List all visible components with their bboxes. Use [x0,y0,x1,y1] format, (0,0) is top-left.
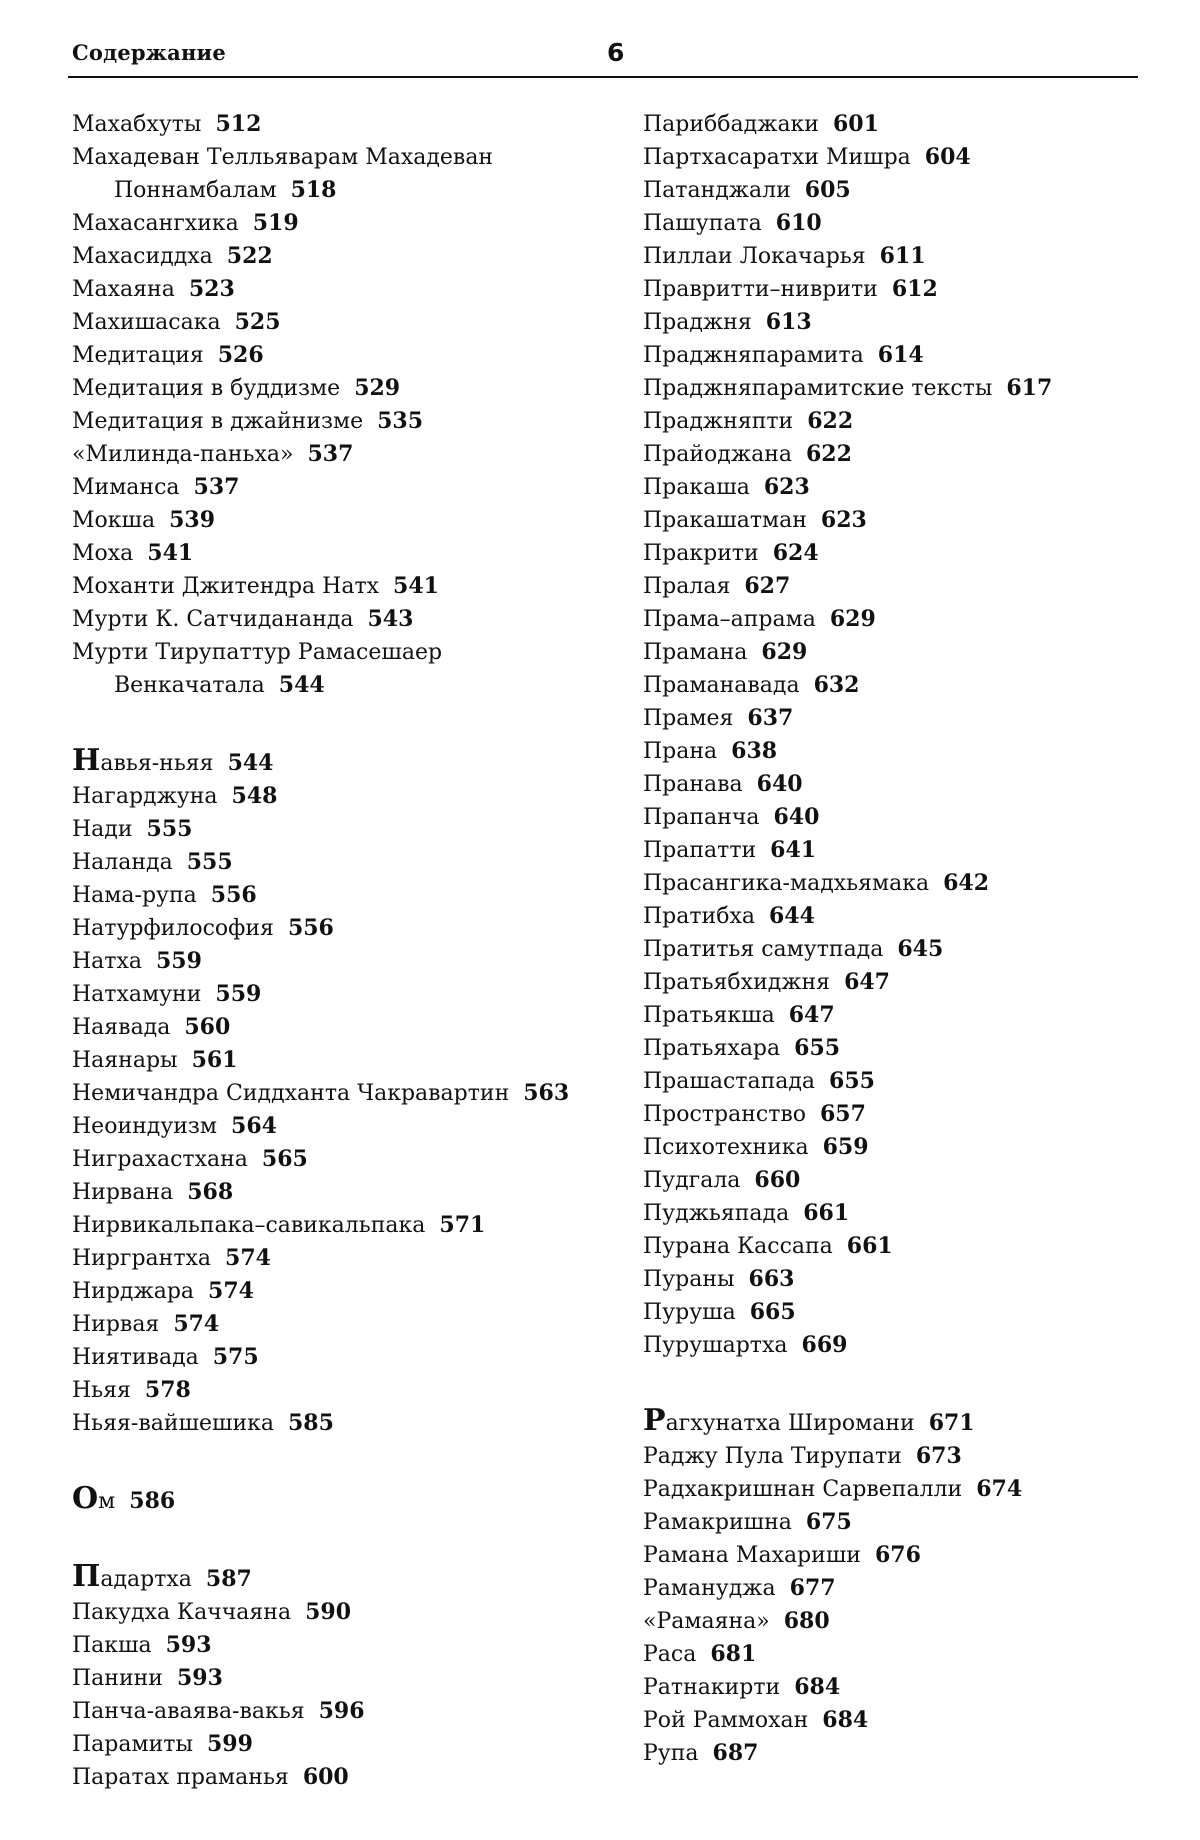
entry-title: Пратитья самутпада [643,937,884,962]
entry-title: Пространство [643,1102,806,1127]
toc-column-right [643,108,1183,1770]
toc-entry[interactable] [643,1737,1183,1770]
toc-entry[interactable] [643,1197,1183,1230]
toc-entry[interactable] [72,570,612,603]
entry-title: Прасангика-мадхьямака [643,871,930,896]
entry-page-number: 613 [765,309,812,335]
entry-page-number: 669 [801,1332,848,1358]
entry-title: Ньяя [72,1378,131,1403]
entry-page-number: 641 [770,837,817,863]
entry-page-number: 559 [156,948,202,974]
entry-page-number: 614 [877,342,924,368]
entry-title: Праджняпарамитские тексты [643,376,993,401]
entry-title: авья-ньяя [100,751,214,776]
entry-page-number: 660 [754,1167,801,1193]
toc-entry[interactable] [643,372,1183,405]
entry-title: Миманса [72,475,180,500]
entry-page-number: 674 [976,1476,1023,1502]
header-rule [68,76,1138,78]
toc-entry[interactable] [643,1404,1183,1440]
entry-title: Натхамуни [72,982,202,1007]
entry-page-number: 574 [173,1311,220,1337]
entry-title: Пратьяхара [643,1036,781,1061]
entry-page-number: 556 [287,915,334,941]
entry-page-number: 525 [234,309,281,335]
entry-title: Прапанча [643,805,760,830]
toc-entry[interactable] [643,405,1183,438]
toc-entry[interactable] [643,669,1183,702]
entry-page-number: 544 [227,750,274,776]
entry-page-number: 671 [928,1410,975,1436]
entry-page-number: 612 [891,276,938,302]
entry-title: Мурти К. Сатчидананда [72,607,354,632]
entry-page-number: 548 [231,783,278,809]
entry-title: Натурфилософия [72,916,274,941]
entry-page-number: 561 [191,1047,238,1073]
entry-title: Пратибха [643,904,755,929]
entry-page-number: 605 [804,177,851,203]
entry-page-number: 657 [820,1101,866,1127]
entry-page-number: 611 [879,243,926,269]
toc-entry[interactable] [643,141,1183,174]
section-initial: Н [72,743,101,778]
entry-title: Пакудха Каччаяна [72,1600,292,1625]
toc-entry[interactable] [643,1131,1183,1164]
entry-page-number: 622 [805,441,852,467]
entry-title: Раджу Пула Тирупати [643,1444,902,1469]
entry-title: Пратьякша [643,1003,775,1028]
toc-entry[interactable] [643,1296,1183,1329]
entry-page-number: 604 [924,144,971,170]
entry-title: Махаяна [72,277,175,302]
entry-title: Нагарджуна [72,784,218,809]
entry-title: Пашупата [643,211,762,236]
entry-title: Рупа [643,1741,699,1766]
entry-page-number: 661 [846,1233,893,1259]
entry-title: Ратнакирти [643,1675,781,1700]
entry-page-number: 586 [129,1488,176,1514]
toc-entry[interactable] [72,1110,612,1143]
toc-entry[interactable] [72,879,612,912]
entry-page-number: 599 [206,1731,253,1757]
entry-page-number: 675 [805,1509,852,1535]
section-initial: О [72,1481,99,1516]
entry-page-number: 647 [788,1002,835,1028]
toc-entry[interactable] [643,1572,1183,1605]
entry-page-number: 647 [844,969,890,995]
entry-title: Пралая [643,574,731,599]
entry-title: Прама–апрама [643,607,816,632]
toc-entry[interactable] [643,306,1183,339]
entry-page-number: 676 [874,1542,921,1568]
toc-entry[interactable] [643,1605,1183,1638]
entry-page-number: 512 [215,111,262,137]
toc-entry[interactable] [643,1263,1183,1296]
entry-page-number: 575 [212,1344,259,1370]
entry-page-number: 632 [813,672,860,698]
toc-entry[interactable] [643,1506,1183,1539]
toc-entry[interactable] [643,1032,1183,1065]
toc-entry[interactable] [72,978,612,1011]
entry-page-number: 518 [290,177,337,203]
entry-page-number: 684 [794,1674,841,1700]
entry-title: адартха [100,1567,192,1592]
entry-page-number: 571 [439,1212,486,1238]
entry-title: Моха [72,541,134,566]
entry-page-number: 535 [377,408,424,434]
entry-title: Правритти–ниврити [643,277,878,302]
entry-title: Пураны [643,1267,735,1292]
toc-entry[interactable] [643,1329,1183,1362]
toc-entry[interactable] [72,504,612,537]
toc-entry[interactable] [72,1761,612,1794]
entry-page-number: 585 [287,1410,334,1436]
toc-entry[interactable] [643,900,1183,933]
entry-title: Пурана Кассапа [643,1234,833,1259]
toc-entry[interactable] [643,867,1183,900]
toc-entry[interactable] [643,735,1183,768]
entry-page-number: 644 [769,903,815,929]
entry-title: Прашастапада [643,1069,816,1094]
entry-title: Панча-аваява-вакья [72,1699,305,1724]
entry-title: Панини [72,1666,163,1691]
entry-title: Моханти Джитендра Натх [72,574,380,599]
entry-title: Махасиддха [72,244,213,269]
toc-entry[interactable] [72,1629,612,1662]
toc-entry[interactable] [72,846,612,879]
entry-page-number: 684 [822,1707,869,1733]
entry-title: Мокша [72,508,156,533]
toc-entry[interactable] [72,945,612,978]
entry-title: Нама-рупа [72,883,197,908]
entry-title: Прайоджана [643,442,792,467]
entry-page-number: 659 [822,1134,869,1160]
entry-page-number: 629 [761,639,808,665]
page-number: 6 [607,38,625,67]
header-title: Содержание [72,40,226,65]
toc-entry[interactable] [72,1011,612,1044]
entry-title: Рамана Махариши [643,1543,861,1568]
entry-title: Мурти Тирупаттур Рамасешаер [72,640,443,665]
entry-title-continued: Поннамбалам 518 [114,177,337,203]
entry-page-number: 523 [188,276,235,302]
section-gap [643,1362,1183,1404]
entry-page-number: 556 [210,882,257,908]
entry-title: Нирвана [72,1180,174,1205]
entry-title: Пуруша [643,1300,736,1325]
entry-title: Прамея [643,706,734,731]
entry-page-number: 601 [832,111,879,137]
toc-entry[interactable] [643,999,1183,1032]
toc-entry[interactable] [72,372,612,405]
entry-page-number: 623 [820,507,867,533]
toc-entry[interactable] [643,1671,1183,1704]
entry-page-number: 555 [186,849,233,875]
entry-title: Натха [72,949,142,974]
toc-entry[interactable] [72,306,612,339]
toc-entry[interactable] [643,1098,1183,1131]
entry-title: Раса [643,1642,697,1667]
toc-entry[interactable] [643,603,1183,636]
toc-entry[interactable] [643,207,1183,240]
toc-entry[interactable] [72,1341,612,1374]
entry-title: Рамакришна [643,1510,792,1535]
entry-page-number: 623 [763,474,810,500]
toc-entry[interactable] [72,780,612,813]
entry-title: «Рамаяна» [643,1609,770,1634]
entry-title: Нирвикальпака–савикальпака [72,1213,426,1238]
toc-entry[interactable] [643,1230,1183,1263]
toc-entry[interactable] [72,339,612,372]
toc-entry[interactable] [72,1242,612,1275]
entry-page-number: 578 [144,1377,191,1403]
entry-title: Пракашатман [643,508,807,533]
entry-page-number: 526 [217,342,264,368]
section-gap [72,1518,612,1560]
entry-page-number: 596 [318,1698,365,1724]
toc-entry[interactable] [72,1728,612,1761]
entry-title: Пурушартха [643,1333,788,1358]
entry-title: Прана [643,739,718,764]
entry-title: Патанджали [643,178,791,203]
entry-page-number: 642 [943,870,990,896]
toc-entry[interactable] [643,933,1183,966]
entry-page-number: 537 [193,474,240,500]
page-header [72,38,1136,78]
entry-title: Париббаджаки [643,112,819,137]
entry-page-number: 627 [744,573,791,599]
toc-entry[interactable] [72,1407,612,1440]
entry-title: Немичандра Сиддханта Чакравартин [72,1081,510,1106]
entry-page-number: 661 [803,1200,850,1226]
entry-title: Ньяя-вайшешика [72,1411,274,1436]
entry-title: Партхасаратхи Мишра [643,145,911,170]
entry-page-number: 574 [208,1278,254,1304]
entry-page-number: 559 [215,981,262,1007]
toc-entry[interactable] [643,504,1183,537]
toc-entry[interactable] [72,1662,612,1695]
toc-entry[interactable] [72,1176,612,1209]
entry-title: Прамана [643,640,748,665]
toc-entry[interactable] [72,240,612,273]
entry-page-number: 590 [305,1599,352,1625]
toc-entry[interactable] [643,537,1183,570]
entry-page-number: 665 [749,1299,796,1325]
entry-title: Пуджьяпада [643,1201,790,1226]
entry-title: Махасангхика [72,211,239,236]
toc-entry[interactable] [643,1473,1183,1506]
entry-title: Наланда [72,850,173,875]
entry-page-number: 681 [710,1641,757,1667]
entry-title: Парамиты [72,1732,193,1757]
entry-title: Прапатти [643,838,757,863]
toc-entry[interactable] [72,1374,612,1407]
entry-title: Праманавада [643,673,800,698]
entry-page-number: 622 [807,408,854,434]
entry-page-number: 541 [147,540,194,566]
entry-title: Ниргрантха [72,1246,212,1271]
toc-entry[interactable] [643,273,1183,306]
toc-entry[interactable] [643,1440,1183,1473]
entry-title: Пракрити [643,541,759,566]
toc-entry[interactable] [643,1704,1183,1737]
toc-entry[interactable] [643,438,1183,471]
toc-entry[interactable] [643,801,1183,834]
entry-title: Праджняпарамита [643,343,864,368]
toc-entry[interactable] [72,207,612,240]
entry-page-number: 519 [252,210,299,236]
section-gap [72,702,612,744]
toc-entry[interactable] [72,1044,612,1077]
entry-page-number: 560 [184,1014,231,1040]
toc-entry[interactable] [643,108,1183,141]
toc-entry[interactable] [643,1164,1183,1197]
toc-entry[interactable] [72,1482,612,1518]
toc-entry[interactable] [72,1596,612,1629]
toc-entry[interactable] [72,1077,612,1110]
entry-page-number: 637 [747,705,794,731]
toc-entry[interactable] [643,471,1183,504]
toc-entry[interactable] [72,636,612,702]
toc-entry[interactable] [643,1539,1183,1572]
entry-page-number: 555 [146,816,193,842]
entry-title: Праджняпти [643,409,794,434]
toc-entry[interactable] [72,912,612,945]
entry-title: Махабхуты [72,112,202,137]
entry-page-number: 568 [187,1179,234,1205]
toc-entry[interactable] [643,174,1183,207]
section-gap [72,1440,612,1482]
toc-entry[interactable] [643,570,1183,603]
toc-entry[interactable] [643,966,1183,999]
toc-entry[interactable] [72,1308,612,1341]
entry-page-number: 563 [523,1080,570,1106]
entry-title: Неоиндуизм [72,1114,218,1139]
toc-entry[interactable] [643,636,1183,669]
entry-title: Пудгала [643,1168,741,1193]
toc-entry[interactable] [643,1065,1183,1098]
entry-page-number: 645 [897,936,944,962]
toc-entry[interactable] [72,603,612,636]
entry-title: Психотехника [643,1135,809,1160]
entry-title: Радхакришнан Сарвепалли [643,1477,963,1502]
entry-page-number: 638 [731,738,778,764]
entry-page-number: 624 [772,540,819,566]
entry-page-number: 539 [169,507,216,533]
entry-title-continued: Венкачатала 544 [114,672,325,698]
entry-title: Пратьябхиджня [643,970,831,995]
toc-entry[interactable] [72,471,612,504]
entry-title: Паратах праманья [72,1765,289,1790]
entry-page-number: 565 [261,1146,308,1172]
entry-page-number: 687 [712,1740,759,1766]
section-initial: Р [643,1403,666,1438]
toc-entry[interactable] [72,1560,612,1596]
entry-title: Пакша [72,1633,152,1658]
entry-title: Нади [72,817,133,842]
toc-entry[interactable] [643,834,1183,867]
entry-title: Праджня [643,310,752,335]
entry-page-number: 655 [829,1068,875,1094]
entry-page-number: 529 [354,375,401,401]
section-initial: П [72,1559,101,1594]
entry-title: агхунатха Широмани [665,1411,915,1436]
entry-title: Ниятивада [72,1345,199,1370]
entry-page-number: 522 [226,243,273,269]
entry-page-number: 680 [783,1608,830,1634]
toc-entry[interactable] [72,1695,612,1728]
toc-entry[interactable] [72,405,612,438]
entry-page-number: 655 [794,1035,841,1061]
entry-title: Пиллаи Локачарья [643,244,866,269]
entry-page-number: 541 [393,573,439,599]
entry-title: Медитация в джайнизме [72,409,364,434]
entry-page-number: 564 [231,1113,277,1139]
entry-page-number: 640 [773,804,820,830]
entry-page-number: 574 [225,1245,271,1271]
entry-page-number: 677 [789,1575,836,1601]
toc-entry[interactable] [643,1638,1183,1671]
entry-title: «Милинда-паньха» [72,442,294,467]
toc-entry[interactable] [72,108,612,141]
entry-page-number: 593 [176,1665,223,1691]
entry-title: Наянары [72,1048,178,1073]
toc-entry[interactable] [72,273,612,306]
entry-page-number: 537 [307,441,354,467]
entry-page-number: 617 [1006,375,1053,401]
entry-title: Рамануджа [643,1576,776,1601]
entry-title: Махадеван Телльяварам Махадеван [72,145,494,170]
entry-title: Ниграхастхана [72,1147,248,1172]
toc-entry[interactable] [72,813,612,846]
toc-entry[interactable] [72,1143,612,1176]
entry-title: Махишасака [72,310,221,335]
toc-entry[interactable] [643,240,1183,273]
toc-entry[interactable] [643,702,1183,735]
toc-entry[interactable] [72,1275,612,1308]
entry-page-number: 587 [205,1566,252,1592]
entry-title: Пракаша [643,475,750,500]
toc-entry[interactable] [72,744,612,780]
toc-entry[interactable] [72,141,612,207]
toc-entry[interactable] [72,438,612,471]
entry-page-number: 600 [302,1764,349,1790]
entry-page-number: 663 [748,1266,795,1292]
entry-title: Наявада [72,1015,171,1040]
entry-page-number: 629 [829,606,876,632]
entry-title: Нирджара [72,1279,195,1304]
entry-title: Пранава [643,772,743,797]
toc-entry[interactable] [643,768,1183,801]
entry-page-number: 543 [367,606,414,632]
entry-page-number: 610 [775,210,822,236]
entry-title: Медитация в буддизме [72,376,341,401]
entry-page-number: 673 [915,1443,962,1469]
toc-entry[interactable] [72,1209,612,1242]
toc-entry[interactable] [643,339,1183,372]
entry-title: Медитация [72,343,204,368]
entry-page-number: 640 [756,771,803,797]
toc-entry[interactable] [72,537,612,570]
entry-title: м [98,1489,116,1514]
entry-title: Нирвая [72,1312,160,1337]
entry-title: Рой Раммохан [643,1708,809,1733]
entry-page-number: 544 [278,672,325,698]
toc-column-left [72,108,612,1794]
entry-page-number: 593 [165,1632,212,1658]
